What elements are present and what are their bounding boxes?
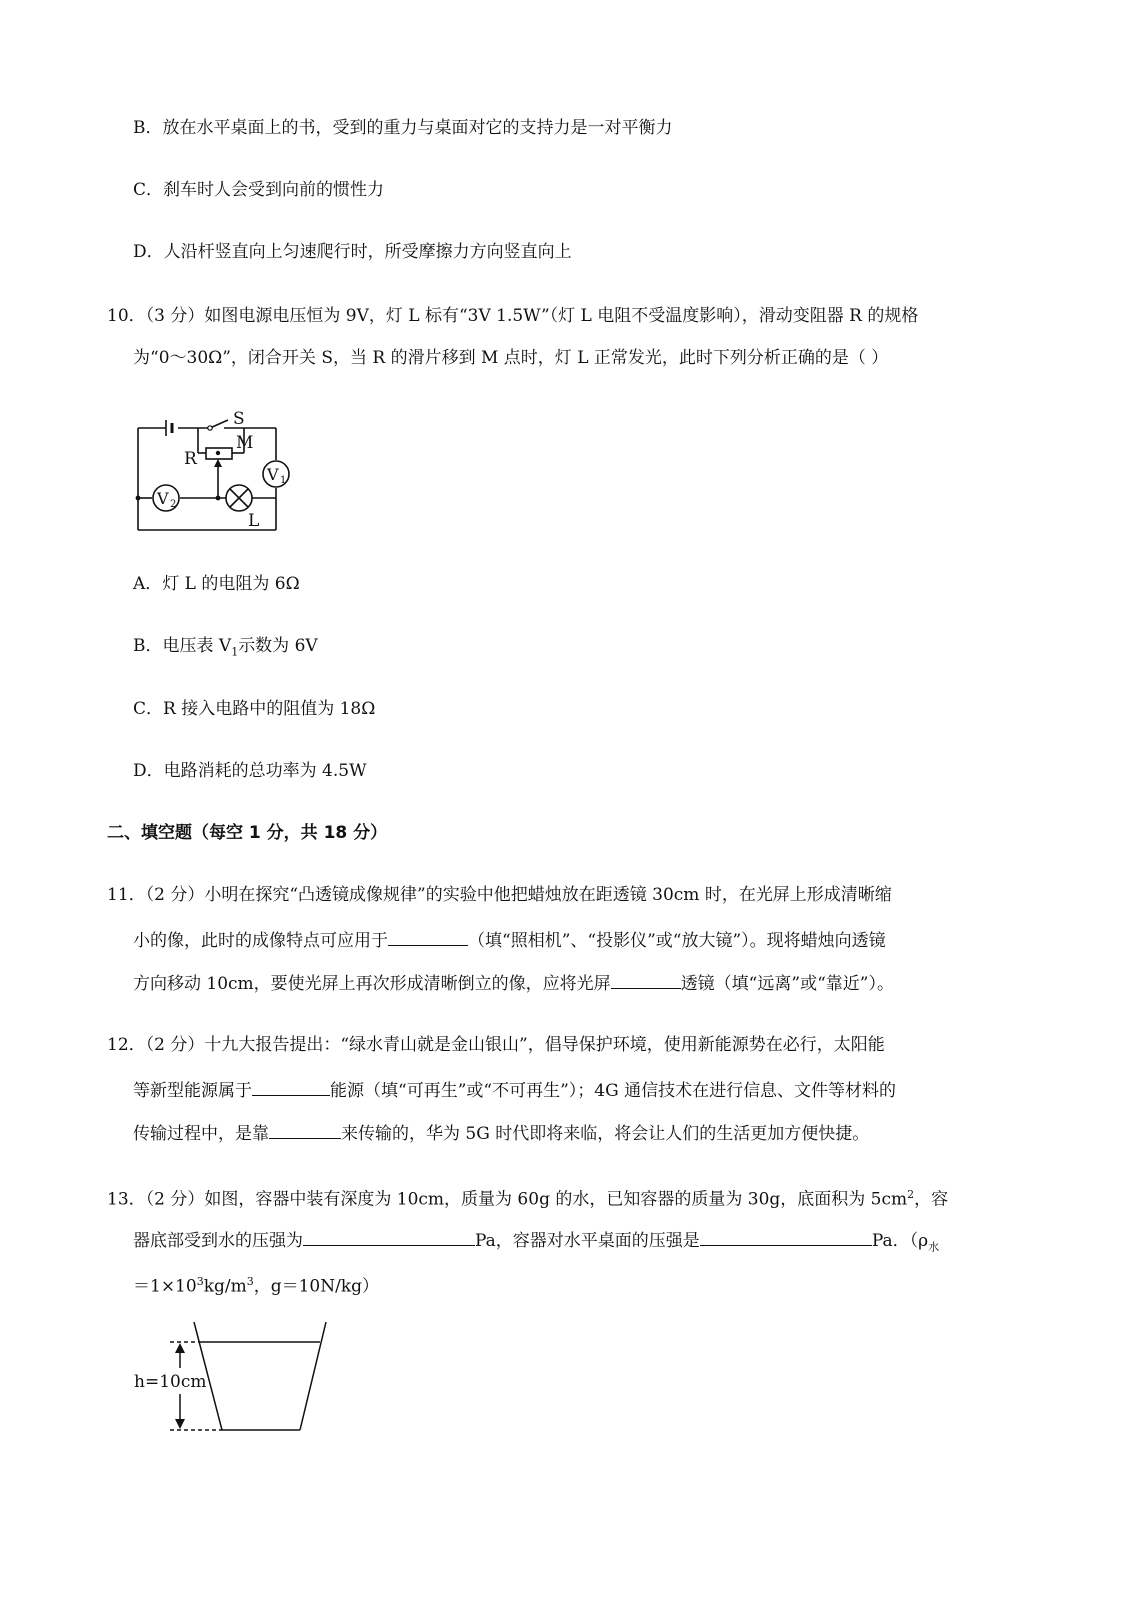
q12-line2-a: 等新型能源属于: [133, 1081, 252, 1101]
depth-label: h=10cm: [134, 1372, 207, 1392]
q10-option-a: A．灯 L 的电阻为 6Ω: [133, 574, 300, 594]
q13-line1-b: ，容: [914, 1189, 949, 1210]
label-v2: V: [157, 489, 169, 508]
label-v1: V: [267, 465, 279, 484]
q13-line2-c: Pa．（ρ: [871, 1231, 929, 1251]
q10-option-b: [133, 634, 318, 664]
q10-stem-line2: 为“0～30Ω”，闭合开关 S，当 R 的滑片移到 M 点时，灯 L 正常发光，此时下列分析正确的是（ ）: [133, 348, 889, 368]
label-l: L: [248, 511, 260, 531]
q12-blank1[interactable]: [252, 1077, 330, 1096]
label-v1-sub: 1: [280, 475, 287, 486]
label-m: M: [236, 433, 254, 453]
q11-blank1[interactable]: [388, 927, 468, 946]
q12-line2-b: 能源（填“可再生”或“不可再生”）；4G 通信技术在进行信息、文件等材料的: [330, 1081, 897, 1101]
q13-line1-sup: 2: [907, 1188, 915, 1201]
q13-line1: [107, 1183, 948, 1212]
q10-option-b-sub: 1: [231, 645, 239, 659]
q12-line3-b: 来传输的，华为 5G 时代即将来临，将会让人们的生活更加方便快捷。: [341, 1124, 870, 1144]
q12-line3-a: 传输过程中，是靠: [133, 1124, 269, 1144]
slider-arrowhead: [214, 459, 222, 467]
q9-option-c: C．刹车时人会受到向前的惯性力: [133, 180, 385, 200]
q11-line3: [133, 970, 894, 996]
q13-line1-a: 13．（2 分）如图，容器中装有深度为 10cm，质量为 60g 的水，已知容器的质量为 30g，底面积为 5cm: [107, 1189, 908, 1210]
q13-line3-sup: 3: [196, 1275, 204, 1288]
q13-line3-a: ＝1×10: [133, 1276, 197, 1297]
q13-blank2[interactable]: [700, 1227, 872, 1246]
q11-line2-a: 小的像，此时的成像特点可应用于: [133, 931, 388, 951]
q12-line2: [133, 1077, 896, 1103]
q11-line2: [133, 927, 886, 953]
q12-line3: [133, 1120, 869, 1146]
label-r: R: [184, 449, 197, 469]
q13-line2-sub: 水: [928, 1240, 940, 1254]
circuit-diagram: [128, 402, 298, 534]
arrow-up: [175, 1343, 185, 1353]
q9-option-b: B．放在水平桌面上的书，受到的重力与桌面对它的支持力是一对平衡力: [133, 118, 673, 138]
q11-line2-b: （填“照相机”、“投影仪”或“放大镜”）。现将蜡烛向透镜: [468, 931, 886, 951]
label-s: S: [233, 409, 245, 429]
q9-option-d: D．人沿杆竖直向上匀速爬行时，所受摩擦力方向竖直向上: [133, 242, 572, 262]
q12-line1: 12．（2 分）十九大报告提出：“绿水青山就是金山银山”，倡导保护环境，使用新能源势在必行，太阳能: [107, 1035, 885, 1055]
q10-option-c: C．R 接入电路中的阻值为 18Ω: [133, 699, 376, 719]
q13-line2-a: 器底部受到水的压强为: [133, 1231, 303, 1251]
q10-option-b-text: B．电压表 V: [133, 636, 232, 656]
q10-option-d: D．电路消耗的总功率为 4.5W: [133, 761, 367, 781]
q10-option-b-text2: 示数为 6V: [238, 636, 318, 656]
q13-line2: [133, 1227, 939, 1259]
label-v2-sub: 2: [170, 499, 177, 510]
q11-line1: 11．（2 分）小明在探究“凸透镜成像规律”的实验中他把蜡烛放在距透镜 30cm 时，在光屏上形成清晰缩: [107, 885, 892, 905]
q11-blank2[interactable]: [611, 970, 681, 989]
q10-stem-line1: 10．（3 分）如图电源电压恒为 9V，灯 L 标有“3V 1.5W”（灯 L 电阻不受温度影响），滑动变阻器 R 的规格: [107, 306, 919, 326]
arrow-down: [175, 1419, 185, 1429]
section-heading: 二、填空题（每空 1 分，共 18 分）: [107, 823, 388, 843]
q11-line3-b: 透镜（填“远离”或“靠近”）。: [680, 974, 894, 994]
container-figure: [130, 1318, 335, 1438]
q12-blank2[interactable]: [269, 1120, 341, 1139]
q13-line2-b: Pa，容器对水平桌面的压强是: [475, 1231, 700, 1251]
q13-line3: [133, 1270, 379, 1299]
container-right-wall: [300, 1322, 326, 1430]
q13-line3-b: kg/m: [203, 1276, 247, 1297]
q13-line3-sup2: 3: [246, 1275, 254, 1288]
q13-line3-c: ，g＝10N/kg）: [253, 1276, 380, 1297]
q11-line3-a: 方向移动 10cm，要使光屏上再次形成清晰倒立的像，应将光屏: [133, 974, 611, 994]
q13-blank1[interactable]: [303, 1227, 475, 1246]
